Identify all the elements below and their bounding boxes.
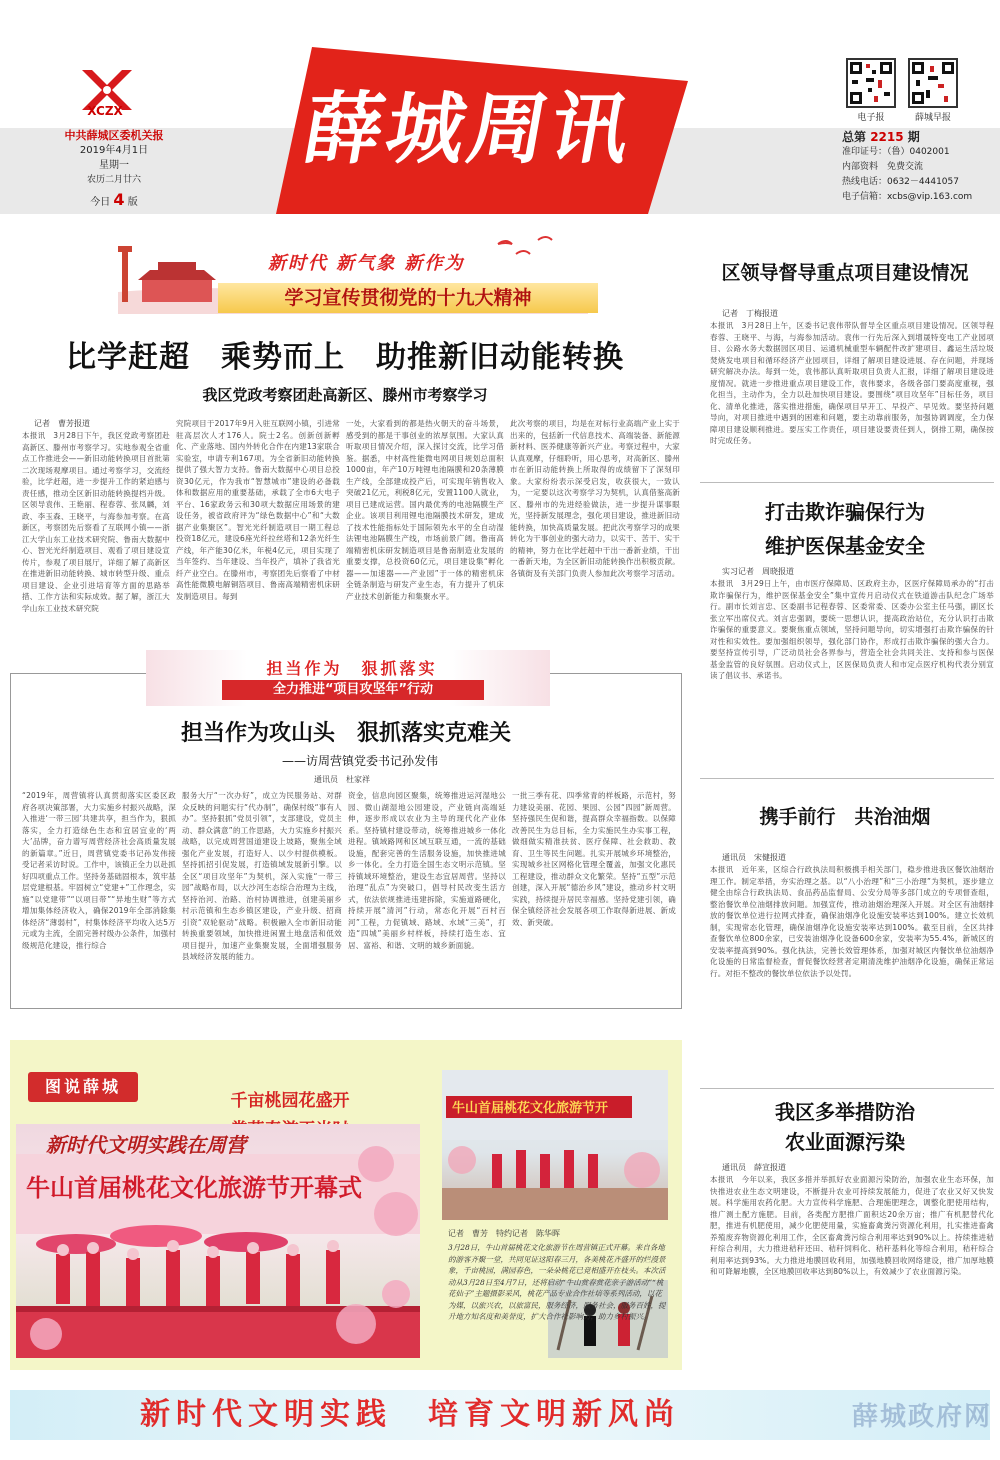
masthead-meta-left xyxy=(44,128,184,210)
right-article-1-title: 区领导督导重点项目建设情况 xyxy=(721,262,969,284)
photo-main[interactable] xyxy=(16,1124,420,1358)
photo-headline-1: 千亩桃园花盛开 xyxy=(230,1091,350,1111)
hotline: 热线电话：0632－4441057 xyxy=(842,177,959,187)
lead-headline: 比学赶超 乘势而上 助推新旧动能转换 xyxy=(66,340,624,375)
photo-secondary-illustration xyxy=(442,1070,668,1220)
page-suffix: 版 xyxy=(127,197,138,208)
newspaper-title: 薛城周讯 xyxy=(297,84,642,175)
right-article-2-body: 本报讯 3月29日上午，由市医疗保障局、区政府主办，区医疗保障局承办的“打击欺诈骗保行为，维护医保基金安全”集中宣传月启动仪式在铁道游击队纪念广场举行。副市长刘言忠、区委副书记程春蓉、区委常委、区委办公室主任马强，副区长张立军出席仪式。刘言忠强调，要统一思想认识，提高政治站位，充分认识打击欺诈骗保的重要意义。要聚焦重点领域，坚持问题导向，切实增强打击欺诈骗保的针对性和实效性。要加强组织领导，强化部门协作，形成打击欺诈骗保的强大合力。要坚持宣传引导，广泛动员社会各界参与，营造全社会共同关注、支持和参与医保基金监管的良好氛围。启动仪式上，区医保局负责人和市定点医疗机构代表分别宣读了倡议书、承诺书。 xyxy=(710,579,994,680)
qr-label-epaper: 电子报 xyxy=(857,113,885,123)
photo-main-banner-top: 新时代文明实践在周营 xyxy=(46,1133,246,1157)
qr-codes xyxy=(846,58,966,123)
issue-number: 2215 xyxy=(870,130,904,144)
photo-secondary-banner: 牛山首届桃花文化旅游节开 xyxy=(452,1101,609,1116)
feature-column-1: “2019年，周营镇将认真贯彻落实区委区政府各项决策部署，大力实施乡村振兴战略，深入推进‘一带三园’共建共享，担当作为，狠抓落实，全力打造绿色生态和宜居宜业的‘两大’品牌，奋力谱写周营经济社会高质量发展的新篇章。”近日，周营镇党委书记孙发伟接受记者采访时说。工作中，该镇正全力以赴抓好四项重点工作。坚持务基础固根本，筑牢基层党建根基。牢固树立“党建+”工作理念，实施“以党建带”“以项目带”“异地生财”等方式增加集体经济收入，确保2019年全部消除集体经济“薄弱村”，村集体经济平均收入达5万元或为主流，全面完善村级办公条件，加强村级规范化建设，推行综合 xyxy=(22,791,176,950)
photo-main-banner: 牛山首届桃花文化旅游节开幕式 xyxy=(26,1174,362,1202)
photo-byline: 记者 曹芳 特约记者 陈华晖 xyxy=(448,1229,560,1238)
right-article-4-body: 本报讯 今年以来，我区多措并举抓好农业面源污染防治，加强农业生态环保，加快推进农业生态文明建设，不断提升农业可持续发展能力，促进了农业又好又快发展。科学施用农药化肥。大力宣传科学施肥、合理施肥理念，调整化肥使用结构，推广测土配方施肥。目前，各类配方肥推广面积达20余万亩；推广有机肥替代化肥，推进有机肥使用，减少化肥使用量，实施畜禽粪污资源化利用，扎实推进畜禽养殖废弃物资源化利用工作，全区畜禽粪污综合利用率达到90%以上。持续推进秸秆综合利用，大力推进秸秆还田、秸秆饲料化、秸秆基料化等综合利用，秸秆综合利用率达到93%。大力推进地膜回收利用，加强地膜回收网络建设，推广加厚地膜和可降解地膜，全区地膜回收率达到80%以上，有效减少了农业面源污染。 xyxy=(710,1175,994,1276)
feature-column-4: 一批三季有花、四季常青的样板路，示范村，努力建设美丽、花园、果园、公园“四园”新周营。坚持强民生促和谐，提高群众幸福指数。以保障改善民生为总目标，全力实施民生办实事工程，做细做实精准扶贫、医疗保障、社会救助、教育、卫生等民生问题。扎实开展城乡环境整治，实现城乡社区网格化管理全覆盖，加强文化惠民工程建设，推动群众文化繁荣。坚持“五型”示范创建，深入开展“德治乡风”建设，推动乡村文明实践，持续提升居民幸福感。坚持党建引领，确保全镇经济社会发展各项工作取得新进展、新成效、新突破。 xyxy=(512,791,676,927)
internal-note: 内部资料 免费交流 xyxy=(842,162,924,172)
lead-byline: 记者 曹芳报道 xyxy=(34,419,90,428)
print-permit: 准印证号：（鲁）0402001 xyxy=(842,147,950,157)
photo-section-tag: 图说薛城 xyxy=(28,1072,138,1102)
feature-headline: 担当作为攻山头 狠抓落实克难关 xyxy=(180,721,511,746)
study-slogan: 新时代 新气象 新作为 xyxy=(268,253,465,274)
page-prefix: 今日 xyxy=(90,197,111,208)
qr-code-icon[interactable] xyxy=(846,58,896,108)
right-article-4-title-1: 我区多举措防治 xyxy=(775,1100,915,1124)
divider xyxy=(700,1088,994,1089)
lunar-date: 农历二月廿六 xyxy=(86,175,141,185)
email: 电子信箱：xcbs@vip.163.com xyxy=(842,192,973,202)
right-article-3-body: 本报讯 近年来，区综合行政执法局积极携手相关部门，稳步推进我区餐饮油烟治理工作。制定举措，夯实治理之基。以“八小治理”和“三小治理”为契机，逐步建立健全由综合行政执法局、食品药品监督局、公安分局等多部门成立的专项督查组，整治餐饮单位油烟排放问题。加强宣传，推动油烟治理深入开展。对全区有油烟排放的餐饮单位进行拉网式排查，确保油烟净化设施安装率达到100%。建立长效机制，实现常态化管理，确保油烟净化设施安装率达到100%。截至目前，全区共排查餐饮单位800余家，已安装油烟净化设备600余家，安装率为55.4%，新城区的安装率提高到90%。强化执法，完善长效管理体系，加强对城区内餐饮单位油烟净化设施的日常监督检查，督促餐饮经营者定期清洗维护油烟净化设施，确保正常运行。对拒不整改的餐饮单位依法予以处罚。 xyxy=(710,865,994,978)
feature-subheadline: ——访周营镇党委书记孙发伟 xyxy=(281,754,438,768)
right-article-2-byline: 实习记者 周晓报道 xyxy=(722,567,794,576)
right-article-3-title: 携手前行 共治油烟 xyxy=(759,806,931,828)
lead-column-4: 此次考察的项目，均是在对标行业高端产业上实于出来的，包括新一代信息技术、高端装备、新能源新材料、医养健康等新兴产业。考察过程中，大家认真观摩，仔细聆听，用心思考，对高新区、滕州市在新旧动能转换上所取得的成绩留下了深刻印象。大家纷纷表示深受启发，收获很大，一致认为，一定要以这次考察学习为契机，认真借鉴高新区、滕州市的先进经验做法，进一步提升谋事眼光，坚持新发展理念，强化项目建设，推进新旧动能转换，加快高质量发展。把此次考察学习的成果转化为干事创业的强大动力，以实干、苦干、实干的精神，努力在比学赶超中干出一番新业绩，干出一番新天地，为全区新旧动能转换作出积极贡献。各镇街及有关部门负责人参加此次考察学习活动。 xyxy=(510,419,680,578)
lead-subheadline: 我区党政考察团赴高新区、滕州市考察学习 xyxy=(202,386,488,404)
lead-column-1: 本报讯 3月28日下午，我区党政考察团赴高新区、滕州市考察学习。实地参观全省重点工作推进会——新旧动能转换项目首批第二次现场观摩项目。通过考察学习，交流经验，比学赶超，进一步提升工作的紧迫感与责任感，推动全区新旧动能转换提档升级。区领导袁伟、王艳丽、程春蓉、张凤麟，刘政、李玉森、王晓平，与海参加考察。在高新区，考察团先后察看了互联网小镇——浙江大学山东工业技术研究院、鲁南大数据中心、智光光纤制造项目、观看了项目建设宣传片，参观了项目展厅，详细了解了高新区在推进新旧动能转换、城市转型升级、重点项目建设、企业引进培育等方面的思路举措、工作方法和实际成效。据了解，浙江大学山东工业技术研究院 xyxy=(22,431,170,613)
right-article-4-byline: 通讯员 薛宣报道 xyxy=(722,1163,786,1172)
qr-label-morning: 薛城早报 xyxy=(914,113,951,123)
feature-column-3: 资金，信息向园区聚集，统筹推进运河湿地公园、微山湖湿地公园建设，产业链向高端延伸，逐步形成以农业为主导的现代化产业体系。坚持镇村建设带动，统筹推进城乡一体化进程。镇域路网和区域互联互通，一流的基础设施，配套完善的生活服务设施，加快推进城乡一体化。全力打造全国生态文明示范镇。坚持镇域环境整治，建设生态宜居周营。坚持以治理“乱点”为突破口，倡导村民改变生活方式，依法依规推进违建拆除，实施道路硬化，持续开展“清河”行动，常态化开展“百村百河”工程，力促镇域、路域、水域“三美”，打造“四城”美丽乡村样板，持续打造生态、宜居、富裕、和谐、文明的城乡新面貌。 xyxy=(348,791,506,950)
feature-byline: 通讯员 杜家祥 xyxy=(314,775,370,784)
logo-text: XCZX xyxy=(87,104,123,118)
site-watermark: 薛城政府网 xyxy=(851,1402,992,1432)
page-count xyxy=(44,192,184,210)
issue-total xyxy=(842,130,992,145)
issue-suffix: 期 xyxy=(907,130,920,144)
footer-slogan: 新时代文明实践 培育文明新风尚 xyxy=(140,1397,680,1432)
divider xyxy=(700,482,994,483)
feature-column-2: 服务大厅“一次办好”，成立为民服务站、对群众反映的问题实行“代办制”，确保村级“事有人办”。坚持狠抓“党员引领”，支部建设，党员主动、群众满意”的工作思路，大力实施乡村振兴战略，以完成周营国道建设上坡路，聚焦全域强化产业发展，打造好人、以少村提供模板。坚持抓招引促发展，打造镇域发展新引擎。以全区“项目攻坚年”为契机，深入实施“一带三园”战略布局，以大沙河生态综合治理为主线，坚持治河、治路、治村协调推进，创建美丽乡村示范镇和生态乡镇区建设，产业升级、招商引资“双轮驱动”战略。积极融入全市新旧动能转换重要领域，加快推进闲置土地盘活和低效项目提升，加速产业集聚发展，全面增强服务县域经济发展的能力。 xyxy=(182,791,342,961)
right-article-1-body: 本报讯 3月28日上午，区委书记袁伟带队督导全区重点项目建设情况。区领导程春蓉、王晓平、与海，与海参加活动。袁伟一行先后深入到增晟特变电工产业园项目、公路水务大数据园区项目、运通机械重型车辆配件改扩建项目、鑫运生活垃圾焚烧发电项目和循环经济产业园项目，详细了解项目建设进展、存在问题，并现场研究解决办法。每到一处，袁伟都认真听取项目负责人汇报，详细了解项目建设进度情况。就进一步推进重点项目建设工作，袁伟要求，各级各部门要高度重视，强化担当，主动作为，全力以赴加快项目建设。要围绕“项目攻坚年”目标任务，项目化、清单化推进，落实推进措施，确保项目早开工、早投产、早见效。要坚持问题导向，对项目推进中遇到的困难和问题，要主动靠前服务，加强协调调度，全力保障项目建设顺利推进。要压实工作责任，项目建设要责任到人，倒排工期，确保按时完成任务。 xyxy=(710,321,994,445)
divider xyxy=(700,778,994,779)
right-article-3-byline: 通讯员 宋健报道 xyxy=(722,853,786,862)
org-name: 中共薛城区委机关报 xyxy=(64,129,164,142)
qr-code-icon[interactable] xyxy=(908,58,958,108)
right-article-1-byline: 记者 丁梅报道 xyxy=(722,309,778,318)
feature-slogan-sub: 全力推进“项目攻坚年”行动 xyxy=(222,680,484,700)
right-article-4-title-2: 农业面源污染 xyxy=(785,1130,905,1154)
masthead-meta-right xyxy=(842,130,992,205)
study-title: 学习宣传贯彻党的十九大精神 xyxy=(218,283,598,313)
issue-weekday: 星期一 xyxy=(99,160,129,171)
lead-column-2: 究院项目于2017年9月入驻互联网小镇，引进常驻高层次人才176人。院士2名。创新创新孵化、产业落地、国内外转化合作在内建13家联合实验室，申请专利167项。为全省新旧动能转换提供了强大智力支持。鲁南大数据中心项目总投资30亿元，作为我市“智慧城市”建设的必备载体和数据应用的重要基础，承载了全市6大电子平台、16家政务云和30项大数据应用场景的建设任务，被省政府评为“绿色数据中心”和“大数据产业集聚区”。智光光纤制造项目一期工程总投资18亿元，建设6座光纤拉丝塔和12条光纤生产线，年产能30亿米，年税4亿元，项目实现了当年签约、当年建设、当年投产，填补了我省光纤产业空白。在滕州市，考察团先后察看了中材高性能微膜电解铜箔项目、鲁南高端精密机床研发制造项目。每到 xyxy=(176,419,340,601)
photo-caption: 3月28日，牛山首届桃花文化旅游节在周营镇正式开幕。来自各地的游客齐聚一堂，共同见证这阳春三月，各美桃花齐盛开的烂漫景象，千亩桃园，满园春色，一朵朵桃花已竞相盛开在枝头。本次活动从3月28日至4月7日，还将启动“牛山赏春赏花亲子游活动”“桃花仙子”主题摄影采风，桃花产品专业合作社培等系列活动，以花为媒，以旅兴农，以旅富民，服务经济，服务社会，服务百姓，提升地方知名度和美誉度，扩大合作社影响力，助力乡村振兴。 xyxy=(448,1243,666,1321)
issue-date: 2019年4月1日 xyxy=(79,145,149,156)
lead-column-3: 一处，大家看到的都是热火朝天的奋斗场景，感受到的都是干事创业的浓厚氛围。大家认真听取项目情况介绍，深入探讨交流，比学习借鉴。据悉，中材高性能微电网项目规划总面积1000亩，年产10万吨锂电池隔膜和20条薄膜生产线，全部建成投产后，可实现年销售收入突破21亿元，利税8亿元，安置1100人就业，项目已建成运营。国内最优秀的电池隔膜生产企业。该项目利用锂电池隔膜技术研发，建成了技术性能指标处于国际领先水平的全自动湿法锂电池隔膜生产线，市场前景广阔。鲁南高端精密机床研发制造项目是鲁南制造业发展的重要支撑，总投资60亿元，项目建设集“孵化器——加速器——产业园”于一体的精密机床全链条制造与研发产业生态，有力提升了机床产业技术创新能力和集聚水平。 xyxy=(346,419,504,601)
photo-main-illustration xyxy=(16,1124,420,1358)
photo-secondary[interactable] xyxy=(442,1070,668,1220)
page-number: 4 xyxy=(113,190,125,209)
feature-slogan: 担当作为 狠抓落实 xyxy=(266,659,438,678)
right-article-2-title-2: 维护医保基金安全 xyxy=(765,534,925,558)
right-article-2-title-1: 打击欺诈骗保行为 xyxy=(765,500,925,524)
issue-prefix: 总第 xyxy=(842,130,867,144)
